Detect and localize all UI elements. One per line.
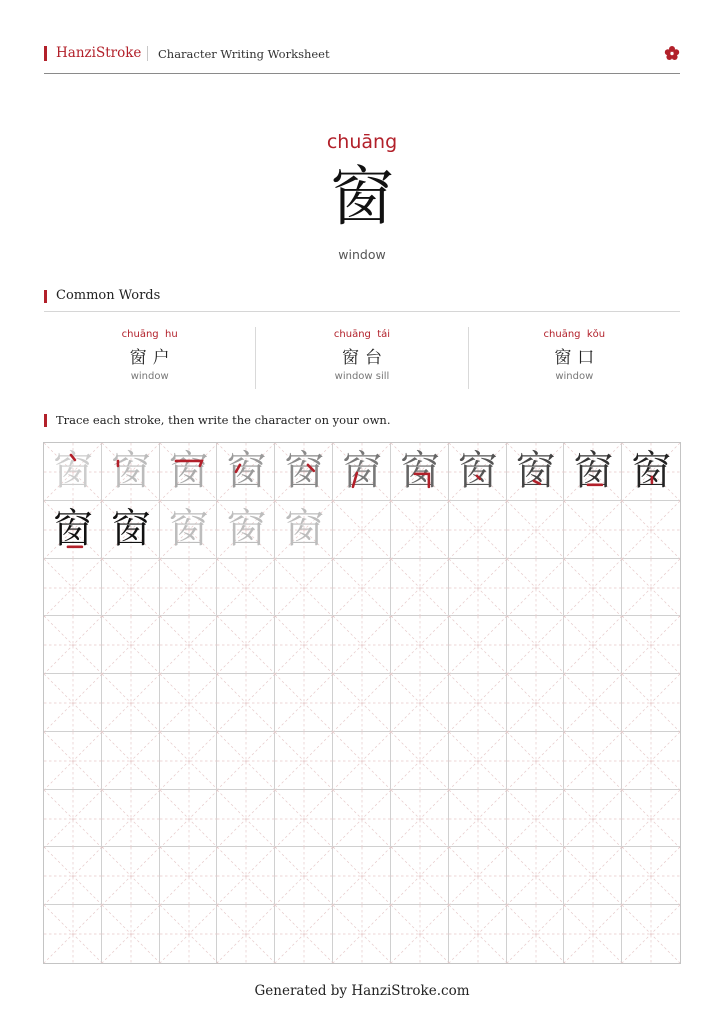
practice-cell[interactable] <box>275 559 333 617</box>
stroke-highlight <box>533 481 539 484</box>
cell-guide-lines <box>44 559 102 617</box>
cell-guide-lines <box>564 674 622 732</box>
practice-cell[interactable] <box>507 559 565 617</box>
practice-cell[interactable] <box>622 674 680 732</box>
practice-cell[interactable] <box>622 443 680 501</box>
cell-guide-lines <box>449 732 507 790</box>
cell-guide-lines <box>564 790 622 848</box>
common-words-list <box>44 327 680 389</box>
cell-guide-lines <box>391 905 449 963</box>
current-stroke-mark <box>564 443 622 501</box>
practice-cell[interactable] <box>217 790 275 848</box>
cell-guide-lines <box>507 732 565 790</box>
cell-guide-lines <box>449 616 507 674</box>
cell-guide-lines <box>44 905 102 963</box>
practice-cell[interactable] <box>449 905 507 963</box>
practice-cell[interactable] <box>160 559 218 617</box>
stroke-highlight <box>415 474 429 487</box>
practice-cell[interactable] <box>449 732 507 790</box>
practice-cell[interactable] <box>564 674 622 732</box>
cell-guide-lines <box>333 559 391 617</box>
word-item <box>44 327 255 389</box>
practice-cell[interactable] <box>333 790 391 848</box>
practice-cell[interactable] <box>507 443 565 501</box>
practice-character: 窗 <box>399 448 440 494</box>
practice-cell[interactable] <box>102 674 160 732</box>
cell-guide-lines <box>333 905 391 963</box>
cell-guide-lines <box>622 501 680 559</box>
cell-guide-lines <box>44 847 102 905</box>
practice-cell[interactable] <box>217 905 275 963</box>
cell-guide-lines <box>622 790 680 848</box>
practice-cell[interactable] <box>275 905 333 963</box>
practice-cell[interactable] <box>44 674 102 732</box>
practice-grid <box>43 442 681 964</box>
cell-guide-lines <box>449 905 507 963</box>
current-stroke-mark <box>275 443 333 501</box>
practice-cell[interactable] <box>449 443 507 501</box>
practice-cell[interactable] <box>44 790 102 848</box>
practice-cell[interactable] <box>564 501 622 559</box>
practice-cell[interactable] <box>160 847 218 905</box>
word-meaning: window <box>130 371 169 382</box>
current-stroke-mark <box>44 501 102 559</box>
practice-cell[interactable] <box>333 501 391 559</box>
practice-character: 窗 <box>168 448 209 494</box>
section-accent-bar <box>44 290 47 303</box>
cell-guide-lines <box>160 905 218 963</box>
practice-cell[interactable] <box>160 616 218 674</box>
practice-cell[interactable] <box>449 790 507 848</box>
practice-cell[interactable] <box>275 443 333 501</box>
practice-cell[interactable] <box>564 559 622 617</box>
practice-character: 窗 <box>168 505 209 552</box>
worksheet-subtitle: Character Writing Worksheet <box>158 47 330 61</box>
practice-heading <box>44 412 680 432</box>
cell-guide-lines <box>564 847 622 905</box>
practice-cell[interactable] <box>622 790 680 848</box>
practice-cell[interactable] <box>507 501 565 559</box>
practice-cell[interactable] <box>391 616 449 674</box>
practice-cell[interactable] <box>44 905 102 963</box>
practice-cell[interactable] <box>391 674 449 732</box>
practice-character: 窗 <box>110 505 151 552</box>
word-hanzi: 窗台 <box>341 348 388 368</box>
cell-guide-lines <box>622 559 680 617</box>
practice-cell[interactable] <box>160 732 218 790</box>
cell-guide-lines <box>622 674 680 732</box>
practice-cell[interactable] <box>622 732 680 790</box>
practice-cell[interactable] <box>160 443 218 501</box>
section-title: Common Words <box>56 288 161 303</box>
current-stroke-mark <box>160 443 218 501</box>
practice-cell[interactable] <box>507 732 565 790</box>
practice-cell[interactable] <box>275 501 333 559</box>
cell-guide-lines <box>507 501 565 559</box>
word-item <box>255 327 467 389</box>
practice-cell[interactable] <box>217 674 275 732</box>
practice-cell[interactable] <box>102 559 160 617</box>
cell-guide-lines <box>507 616 565 674</box>
brand-accent-bar <box>44 46 47 61</box>
cell-guide-lines <box>217 616 275 674</box>
cell-guide-lines <box>102 616 160 674</box>
cell-guide-lines <box>564 616 622 674</box>
practice-character: 窗 <box>515 448 556 494</box>
practice-cell[interactable] <box>391 790 449 848</box>
current-stroke-mark <box>217 443 275 501</box>
cell-guide-lines <box>333 790 391 848</box>
cell-guide-lines <box>333 501 391 559</box>
word-meaning: window sill <box>334 371 390 382</box>
section-accent-bar <box>44 414 47 427</box>
cell-guide-lines <box>622 905 680 963</box>
cell-guide-lines <box>44 674 102 732</box>
practice-cell[interactable] <box>102 790 160 848</box>
practice-cell[interactable] <box>391 501 449 559</box>
practice-cell[interactable] <box>622 905 680 963</box>
practice-character: 窗 <box>573 448 614 494</box>
cell-guide-lines <box>449 559 507 617</box>
word-meaning: window <box>555 371 594 382</box>
cell-guide-lines <box>160 847 218 905</box>
current-stroke-mark <box>449 443 507 501</box>
cell-guide-lines <box>275 847 333 905</box>
stroke-highlight <box>71 455 75 460</box>
stroke-highlight <box>353 473 357 487</box>
practice-cell[interactable] <box>160 790 218 848</box>
word-pinyin: chuāng kǒu <box>543 329 606 340</box>
practice-cell[interactable] <box>160 501 218 559</box>
current-stroke-mark <box>622 443 680 501</box>
practice-cell[interactable] <box>217 847 275 905</box>
practice-cell[interactable] <box>275 616 333 674</box>
practice-cell[interactable] <box>564 443 622 501</box>
practice-cell[interactable] <box>333 559 391 617</box>
cell-guide-lines <box>160 732 218 790</box>
practice-cell[interactable] <box>391 732 449 790</box>
practice-cell[interactable] <box>102 847 160 905</box>
cell-guide-lines <box>333 616 391 674</box>
current-stroke-mark <box>391 443 449 501</box>
footer-credit: Generated by HanziStroke.com <box>254 983 470 999</box>
cell-guide-lines <box>102 674 160 732</box>
practice-cell[interactable] <box>217 616 275 674</box>
practice-cell[interactable] <box>275 847 333 905</box>
practice-cell[interactable] <box>102 443 160 501</box>
practice-cell[interactable] <box>333 847 391 905</box>
cell-guide-lines <box>102 732 160 790</box>
word-pinyin: chuāng hu <box>121 329 178 340</box>
stroke-highlight <box>477 476 480 479</box>
word-hanzi: 窗户 <box>129 348 176 368</box>
practice-cell[interactable] <box>217 443 275 501</box>
cell-guide-lines <box>391 847 449 905</box>
cell-guide-lines <box>275 905 333 963</box>
practice-cell[interactable] <box>507 790 565 848</box>
practice-character: 窗 <box>457 448 498 494</box>
cell-guide-lines <box>217 559 275 617</box>
cell-guide-lines <box>391 559 449 617</box>
cell-guide-lines <box>102 559 160 617</box>
practice-cell[interactable] <box>507 616 565 674</box>
brand-name[interactable]: HanziStroke <box>56 45 142 61</box>
practice-cell[interactable] <box>217 501 275 559</box>
practice-cell[interactable] <box>564 616 622 674</box>
practice-cell[interactable] <box>44 501 102 559</box>
practice-character: 窗 <box>284 505 325 552</box>
cell-guide-lines <box>449 501 507 559</box>
practice-cell[interactable] <box>44 559 102 617</box>
stroke-highlight <box>176 461 202 466</box>
cell-guide-lines <box>507 674 565 732</box>
cell-guide-lines <box>391 616 449 674</box>
cell-guide-lines <box>275 732 333 790</box>
practice-cell[interactable] <box>507 674 565 732</box>
cell-guide-lines <box>102 905 160 963</box>
practice-character: 窗 <box>52 448 93 494</box>
cell-guide-lines <box>333 674 391 732</box>
practice-cell[interactable] <box>217 732 275 790</box>
cell-guide-lines <box>507 847 565 905</box>
cell-guide-lines <box>160 674 218 732</box>
practice-character: 窗 <box>226 505 267 552</box>
cell-guide-lines <box>564 501 622 559</box>
stroke-highlight <box>236 465 240 472</box>
cell-guide-lines <box>275 616 333 674</box>
practice-cell[interactable] <box>102 616 160 674</box>
cell-guide-lines <box>507 905 565 963</box>
practice-cell[interactable] <box>275 732 333 790</box>
plum-blossom-icon <box>664 45 680 61</box>
cell-guide-lines <box>333 847 391 905</box>
worksheet-header <box>44 44 680 74</box>
practice-cell[interactable] <box>449 674 507 732</box>
cell-guide-lines <box>564 732 622 790</box>
practice-cell[interactable] <box>333 905 391 963</box>
current-stroke-mark <box>507 443 565 501</box>
practice-cell[interactable] <box>333 674 391 732</box>
practice-cell[interactable] <box>449 559 507 617</box>
cell-guide-lines <box>217 905 275 963</box>
cell-guide-lines <box>217 674 275 732</box>
word-item <box>468 327 680 389</box>
practice-cell[interactable] <box>622 847 680 905</box>
stroke-highlight <box>308 465 314 471</box>
practice-character: 窗 <box>110 448 151 494</box>
cell-guide-lines <box>564 905 622 963</box>
practice-cell[interactable] <box>391 847 449 905</box>
cell-guide-lines <box>44 790 102 848</box>
cell-guide-lines <box>391 674 449 732</box>
cell-guide-lines <box>507 790 565 848</box>
practice-cell[interactable] <box>102 905 160 963</box>
practice-cell[interactable] <box>102 501 160 559</box>
practice-cell[interactable] <box>564 732 622 790</box>
practice-cell[interactable] <box>160 905 218 963</box>
practice-cell[interactable] <box>622 559 680 617</box>
practice-cell[interactable] <box>44 847 102 905</box>
cell-guide-lines <box>44 732 102 790</box>
current-stroke-mark <box>333 443 391 501</box>
cell-guide-lines <box>564 559 622 617</box>
cell-guide-lines <box>160 616 218 674</box>
cell-guide-lines <box>44 616 102 674</box>
cell-guide-lines <box>275 674 333 732</box>
practice-cell[interactable] <box>564 905 622 963</box>
practice-cell[interactable] <box>160 674 218 732</box>
practice-cell[interactable] <box>44 443 102 501</box>
practice-cell[interactable] <box>333 732 391 790</box>
practice-cell[interactable] <box>622 616 680 674</box>
practice-cell[interactable] <box>391 559 449 617</box>
cell-guide-lines <box>217 847 275 905</box>
practice-instruction: Trace each stroke, then write the character on your own. <box>56 413 391 427</box>
practice-cell[interactable] <box>44 732 102 790</box>
practice-cell[interactable] <box>44 616 102 674</box>
cell-guide-lines <box>333 732 391 790</box>
practice-cell[interactable] <box>449 501 507 559</box>
cell-guide-lines <box>622 732 680 790</box>
practice-cell[interactable] <box>275 790 333 848</box>
practice-cell[interactable] <box>275 674 333 732</box>
word-hanzi: 窗口 <box>554 348 601 368</box>
cell-guide-lines <box>507 559 565 617</box>
practice-character: 窗 <box>341 448 382 494</box>
cell-guide-lines <box>391 501 449 559</box>
practice-cell[interactable] <box>622 501 680 559</box>
practice-character: 窗 <box>52 505 93 552</box>
cell-guide-lines <box>449 847 507 905</box>
cell-guide-lines <box>217 790 275 848</box>
current-stroke-mark <box>102 443 160 501</box>
character-pinyin: chuāng <box>326 131 398 153</box>
practice-character: 窗 <box>631 448 672 494</box>
practice-cell[interactable] <box>217 559 275 617</box>
practice-cell[interactable] <box>391 443 449 501</box>
cell-guide-lines <box>449 674 507 732</box>
cell-guide-lines <box>391 790 449 848</box>
cell-guide-lines <box>160 790 218 848</box>
current-stroke-mark <box>44 443 102 501</box>
practice-cell[interactable] <box>449 616 507 674</box>
practice-cell[interactable] <box>333 616 391 674</box>
cell-guide-lines <box>102 790 160 848</box>
cell-guide-lines <box>391 732 449 790</box>
practice-cell[interactable] <box>564 847 622 905</box>
practice-character: 窗 <box>226 448 267 494</box>
practice-cell[interactable] <box>102 732 160 790</box>
cell-guide-lines <box>160 559 218 617</box>
cell-guide-lines <box>622 616 680 674</box>
practice-character: 窗 <box>284 448 325 494</box>
practice-cell[interactable] <box>333 443 391 501</box>
character-meaning: window <box>338 247 386 262</box>
practice-cell[interactable] <box>449 847 507 905</box>
cell-guide-lines <box>275 559 333 617</box>
header-divider <box>147 46 148 61</box>
practice-cell[interactable] <box>507 905 565 963</box>
cell-guide-lines <box>102 847 160 905</box>
cell-guide-lines <box>622 847 680 905</box>
practice-cell[interactable] <box>564 790 622 848</box>
practice-cell[interactable] <box>507 847 565 905</box>
cell-guide-lines <box>217 732 275 790</box>
word-pinyin: chuāng tái <box>333 329 391 340</box>
cell-guide-lines <box>449 790 507 848</box>
common-words-heading <box>44 288 680 312</box>
cell-guide-lines <box>275 790 333 848</box>
practice-cell[interactable] <box>391 905 449 963</box>
main-character: 窗 <box>330 161 394 235</box>
